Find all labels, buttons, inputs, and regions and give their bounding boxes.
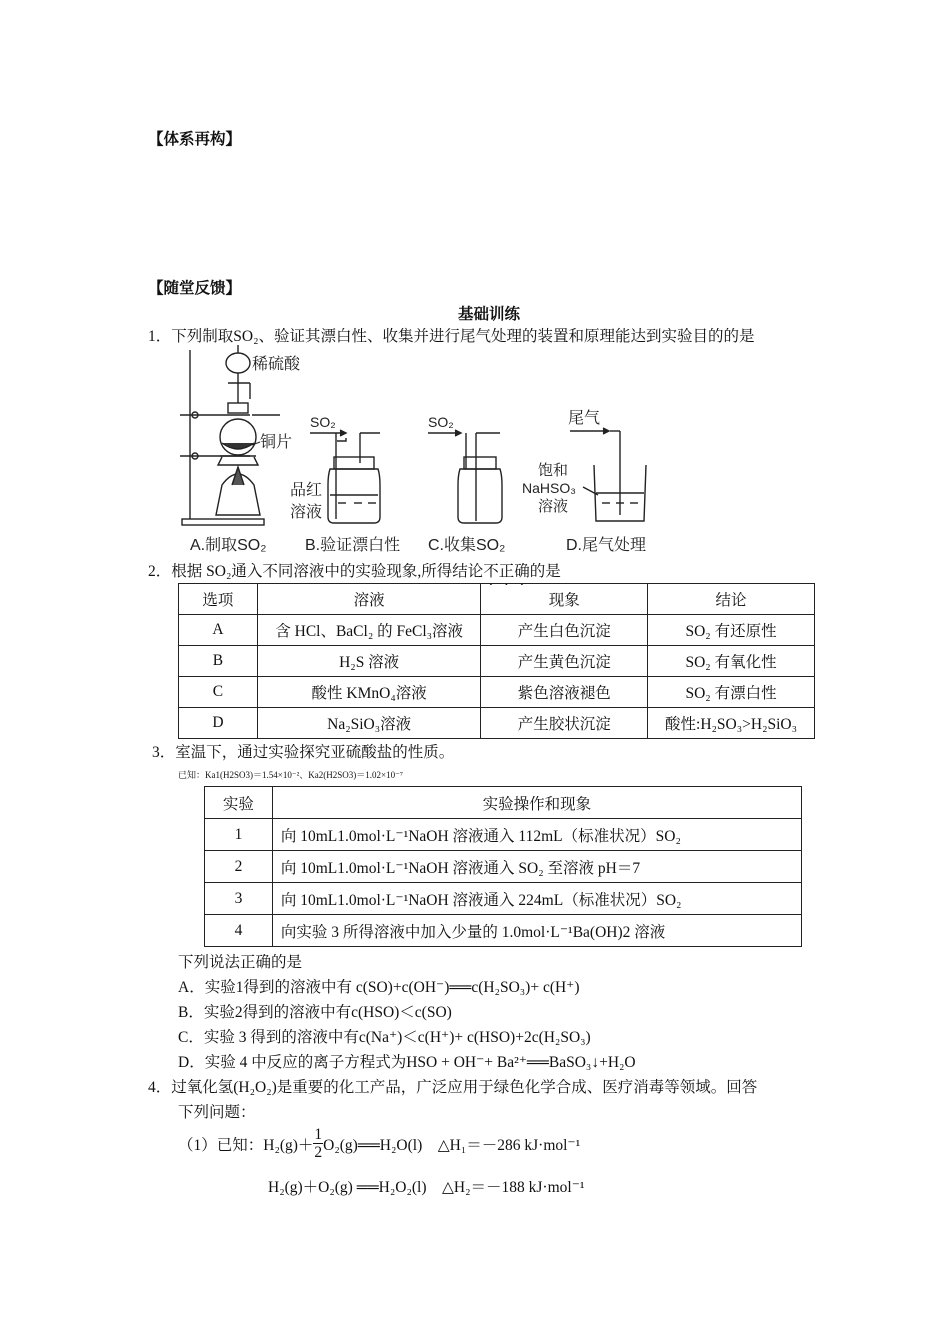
table-cell: 产生黄色沉淀 (481, 646, 648, 677)
header-cell: 结论 (648, 584, 815, 615)
table-cell: 含 HCl、BaCl₂ 的 FeCl₃溶液 (257, 615, 481, 646)
apparatus-c (428, 430, 502, 523)
table-cell: 向 10mL1.0mol·L⁻¹NaOH 溶液通入 224mL（标准状况）SO₂ (272, 883, 801, 915)
q2-table (178, 583, 815, 739)
table-cell: 3 (205, 883, 273, 915)
label-acid: 稀硫酸 (252, 356, 301, 373)
question-4-stem-line-2: 下列问题： (178, 1104, 256, 1121)
table-cell: 产生胶状沉淀 (481, 708, 648, 739)
label-sat-1: 饱和 (538, 462, 569, 479)
apparatus-d (570, 428, 646, 521)
table-row (205, 915, 802, 947)
section-heading-system: 【体系再构】 (148, 131, 242, 148)
table-header-row (179, 584, 815, 615)
label-pinhong-1: 品红 (290, 482, 323, 499)
table-cell: 1 (205, 819, 273, 851)
caption-d: D.尾气处理 (566, 537, 647, 554)
question-4-stem-line-1: 4．过氧化氢(H₂O₂)是重要的化工产品，广泛应用于绿色化学合成、医疗消毒等领域。回答 (148, 1079, 758, 1096)
fraction-one-half: $\frac{1}{2}$ (314, 1126, 323, 1162)
label-pinhong-2: 溶液 (290, 504, 323, 521)
table-cell: A (179, 615, 258, 646)
table-row (179, 615, 815, 646)
q3-table (204, 786, 802, 947)
table-cell: SO₂ 有氧化性 (648, 646, 815, 677)
table-row (205, 819, 802, 851)
table-row (205, 883, 802, 915)
caption-a: A.制取SO₂ (190, 537, 267, 554)
question-1-stem: 1．下列制取SO₂、验证其漂白性、收集并进行尾气处理的装置和原理能达到实验目的的是 (148, 328, 755, 345)
apparatus-figure (170, 345, 670, 557)
table-cell: 向 10mL1.0mol·L⁻¹NaOH 溶液通入 112mL（标准状况）SO₂ (272, 819, 801, 851)
table-cell: 产生白色沉淀 (481, 615, 648, 646)
header-cell: 现象 (481, 584, 648, 615)
table-cell: C (179, 677, 258, 708)
label-sat-2: NaHSO₃ (522, 480, 576, 496)
caption-c: C.收集SO₂ (428, 537, 506, 554)
table-cell: SO₂ 有还原性 (648, 615, 815, 646)
table-cell: 酸性:H₂SO₃>H₂SiO₃ (648, 708, 815, 739)
table-cell: Na₂SiO₃溶液 (257, 708, 481, 739)
table-row (179, 677, 815, 708)
table-cell: D (179, 708, 258, 739)
table-cell: 酸性 KMnO₄溶液 (257, 677, 481, 708)
question-2-stem: 2．根据 SO₂通入不同溶液中的实验现象,所得结论不正确的是 (148, 563, 561, 580)
question-3-prompt: 下列说法正确的是 (178, 954, 303, 971)
option-d: D．实验 4 中反应的离子方程式为HSO + OH⁻+ Ba²⁺══BaSO₃↓+H₂O (178, 1054, 636, 1071)
option-c: C．实验 3 得到的溶液中有c(Na⁺)＜c(H⁺)+ c(HSO)+2c(H₂SO₃) (178, 1029, 591, 1046)
table-cell: 4 (205, 915, 273, 947)
section-heading-feedback: 【随堂反馈】 (148, 280, 242, 297)
subsection-title: 基础训练 (458, 306, 521, 323)
table-cell: 实验 (205, 787, 273, 819)
table-cell: 2 (205, 851, 273, 883)
equation-2: H₂(g)＋O₂(g) ══H₂O₂(l) △H₂＝－188 kJ·mol⁻¹ (268, 1179, 585, 1196)
table-cell: 紫色溶液褪色 (481, 677, 648, 708)
label-tail: 尾气 (568, 410, 601, 427)
header-cell: 选项 (179, 584, 258, 615)
table-cell: B (179, 646, 258, 677)
label-so2-b: SO₂ (310, 414, 336, 430)
label-so2-c: SO₂ (428, 414, 454, 430)
table-cell: 向实验 3 所得溶液中加入少量的 1.0mol·L⁻¹Ba(OH)2 溶液 (272, 915, 801, 947)
option-b: B．实验2得到的溶液中有c(HSO)＜c(SO) (178, 1004, 452, 1021)
table-header-row (205, 787, 802, 819)
table-cell: 向 10mL1.0mol·L⁻¹NaOH 溶液通入 SO₂ 至溶液 pH＝7 (272, 851, 801, 883)
table-cell: SO₂ 有漂白性 (648, 677, 815, 708)
equation-1: （1）已知：H₂(g)＋ $\frac{1}{2}$ O₂(g)══H₂O(l) △H₁＝－286 kJ·mol⁻¹ (178, 1126, 581, 1162)
option-a: A．实验1得到的溶液中有 c(SO)+c(OH⁻)══c(H₂SO₃)+ c(H⁺) (178, 979, 580, 996)
question-3-stem: 3．室温下，通过实验探究亚硫酸盐的性质。 (152, 744, 455, 761)
table-cell: H₂S 溶液 (257, 646, 481, 677)
question-3-known: 已知：Ka1(H2SO3)＝1.54×10⁻²、Ka2(H2SO3)＝1.02×10⁻⁷ (178, 770, 403, 780)
table-row (205, 851, 802, 883)
emphasis-not-correct: 不正确 (483, 563, 530, 580)
table-cell: 实验操作和现象 (272, 787, 801, 819)
caption-b: B.验证漂白性 (305, 537, 401, 554)
label-sat-3: 溶液 (538, 498, 569, 515)
table-row (179, 708, 815, 739)
table-row (179, 646, 815, 677)
label-copper: 铜片 (260, 434, 293, 451)
header-cell: 溶液 (257, 584, 481, 615)
